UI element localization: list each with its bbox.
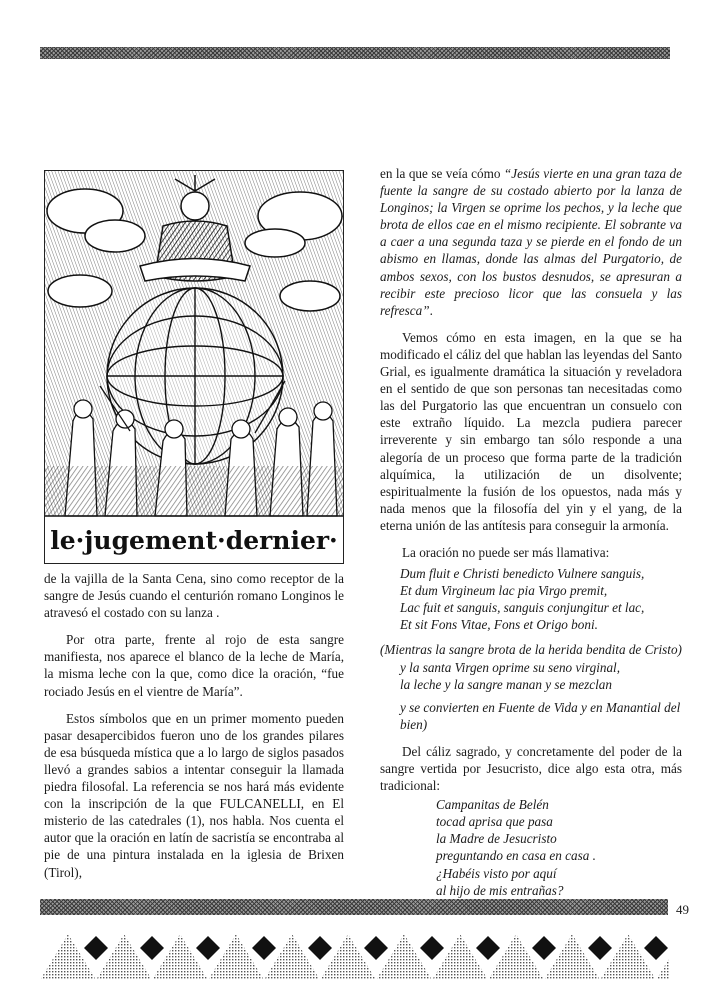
latin-verse: Dum fluit e Christi benedicto Vulnere sanguis, bbox=[400, 566, 645, 582]
left-paragraph-3: Estos símbolos que en un primer momento pueden pasar desapercibidos fueron uno de los grandes pilares de esa búsqueda mística que a lo largo de siglos pasados llevó a grandes sabios a intentar conseguir la llamada piedra filosofal. La referencia se nos hará más evidente con la inscripción de la que FULCANELLI, en El misterio de las catedrales (1), nos habla. Nos cuenta el autor que la oración en latín de sacristía se encontraba al pie de una pintura instalada en la iglesia de Brixen (Tirol), bbox=[44, 710, 344, 880]
right-paragraph-1-lead: en la que se veía cómo bbox=[380, 166, 501, 181]
dotted-triangle bbox=[432, 934, 488, 980]
right-column bbox=[380, 165, 682, 899]
right-paragraph-1 bbox=[380, 165, 682, 319]
dotted-triangle bbox=[376, 934, 432, 980]
right-paragraph-4: Del cáliz sagrado, y concretamente del poder de la sangre vertida por Jesucristo, dice algo esta otra, más tradicional: bbox=[380, 743, 682, 794]
woodcut-illustration bbox=[44, 170, 344, 564]
translation-line: (Mientras la sangre brota de la herida bendita de Cristo) bbox=[380, 642, 682, 658]
poem-line: Campanitas de Belén bbox=[436, 797, 549, 813]
bottom-decorative-band bbox=[40, 899, 668, 915]
dotted-triangle bbox=[544, 934, 600, 980]
dotted-triangle bbox=[320, 934, 376, 980]
figure-caption: le·jugement·dernier· bbox=[50, 526, 338, 555]
brixen-painting-quote: “Jesús vierte en una gran taza de fuente la sangre de su costado abierto por la lanza de Longinos; la Virgen se oprime los pechos, y la leche que brota de ellos cae en el mismo recipiente. El sobrante va a caer a una segunda taza y se pierde en el fondo de un abismo en llamas, donde las almas del Purgatorio, de ambos sexos, con los bustos desnudos, se apresuran a recibir este precioso licor que las consuela y las refresca” bbox=[380, 166, 682, 318]
black-diamond bbox=[84, 936, 108, 960]
dotted-triangle bbox=[152, 934, 208, 980]
dotted-triangle bbox=[488, 934, 544, 980]
dotted-triangle bbox=[208, 934, 264, 980]
black-diamond bbox=[364, 936, 388, 960]
latin-verse: Lac fuit et sanguis, sanguis conjungitur et lac, bbox=[400, 600, 645, 616]
black-diamond bbox=[308, 936, 332, 960]
black-diamond bbox=[140, 936, 164, 960]
top-decorative-band bbox=[40, 47, 670, 59]
right-paragraph-1-end: . bbox=[429, 302, 433, 318]
dotted-triangle bbox=[600, 934, 656, 980]
left-column bbox=[44, 570, 344, 881]
poem-line: al hijo de mis entrañas? bbox=[436, 882, 564, 898]
poem-line: preguntando en casa en casa . bbox=[436, 848, 596, 864]
right-paragraph-2: Vemos cómo en esta imagen, en la que se ha modificado el cáliz del que hablan las leyendas del Santo Grial, es igualmente dramática la situación y reveladora en el sentido de que son personas tan necesitadas como las del Purgatorio las que encuentran un consuelo con este extraño líquido. La mezcla pudiera parecer irreverente y sin embargo tan sólo responde a una alegoría de un proceso que forma parte de la tradición alquímica, la utilización de un disolvente; espiritualmente la fusión de los opuestos, nada más y nada menos que la filosofía del yin y el yang, de la eterna unión de las antítesis para conseguir la armonía. bbox=[380, 329, 682, 533]
black-diamond bbox=[196, 936, 220, 960]
black-diamond bbox=[252, 936, 276, 960]
poem-line: la Madre de Jesucristo bbox=[436, 831, 557, 847]
latin-prayer bbox=[380, 565, 682, 633]
dotted-triangle bbox=[40, 934, 96, 980]
last-judgment-woodcut bbox=[45, 171, 343, 563]
poem-line: tocad aprisa que pasa bbox=[436, 814, 553, 830]
black-diamond bbox=[644, 936, 668, 960]
latin-verse: Et dum Virgineum lac pia Virgo premit, bbox=[400, 583, 608, 599]
latin-verse: Et sit Fons Vitae, Fons et Origo boni. bbox=[400, 617, 598, 633]
dotted-triangle bbox=[96, 934, 152, 980]
page-number: 49 bbox=[676, 902, 689, 917]
translation-line: y se convierten en Fuente de Vida y en Manantial del bien) bbox=[400, 699, 681, 732]
left-paragraph-1: de la vajilla de la Santa Cena, sino como receptor de la sangre de Jesús cuando el centurión romano Longinos le atravesó el costado con su lanza . bbox=[44, 571, 344, 621]
black-diamond bbox=[420, 936, 444, 960]
traditional-poem bbox=[380, 796, 682, 899]
left-paragraph-2: Por otra parte, frente al rojo de esta sangre manifiesta, nos aparece el blanco de la leche de María, la misma leche con la que, como dice la oración, “fue rociado Jesús en el vientre de María”. bbox=[44, 632, 344, 699]
black-diamond bbox=[588, 936, 612, 960]
dotted-triangle bbox=[264, 934, 320, 980]
black-diamond bbox=[476, 936, 500, 960]
poem-line: ¿Habéis visto por aquí bbox=[436, 865, 557, 881]
translation-line: y la santa Virgen oprime su seno virginal, bbox=[400, 659, 621, 675]
black-diamond bbox=[532, 936, 556, 960]
prayer-translation bbox=[380, 641, 682, 732]
right-paragraph-3: La oración no puede ser más llamativa: bbox=[402, 544, 610, 560]
translation-line: la leche y la sangre manan y se mezclan bbox=[400, 676, 612, 692]
diamond-ornament-row bbox=[40, 920, 670, 980]
